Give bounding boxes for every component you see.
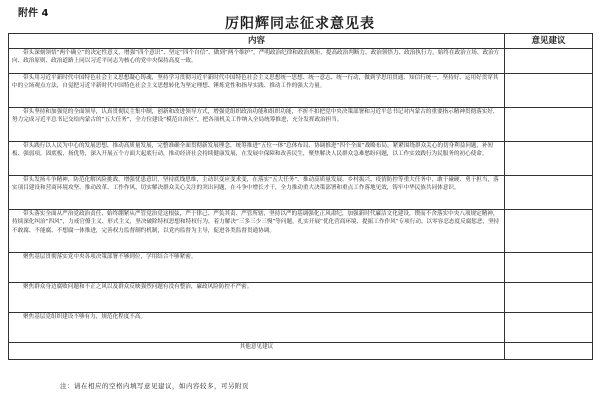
content-cell <box>9 74 505 108</box>
content-cell <box>9 313 505 343</box>
suggestion-cell[interactable] <box>505 74 593 108</box>
content-cell <box>9 210 505 253</box>
content-text: 聚焦群众身边腐败问题和不正之风以及群众反映强烈问题有没有整治，廉政风险防控不严密。 <box>23 284 253 290</box>
suggestion-cell[interactable] <box>505 283 593 313</box>
footnote: 注：请在相应的空格内填写意见建议，如内容较多，可另附页 <box>60 382 249 390</box>
attachment-label: 附件 4 <box>18 8 49 19</box>
suggestion-cell[interactable] <box>505 210 593 253</box>
content-cell <box>9 142 505 176</box>
table-row <box>9 49 593 74</box>
content-cell <box>9 108 505 142</box>
content-text: 带头发扬斗争精神，防范化解风险挑战，增强忧患意识，坚持底线思维，主动识变应变求变，在落实“五大任务”、推动高质量发展、乡村振兴、疫情防控等重大任务中，敢于碰硬、勇于担当，落实项目建设和营商环境攻坚、推动改革、工作作风，切实解决群众关心关注的突出问题，在斗争中增长才干，全力推动重大决策部署和重点工作落地见效，铸牢中华民族共同体意识。 <box>12 177 499 192</box>
other-label: 其他意见建议 <box>9 343 505 360</box>
suggestion-cell[interactable] <box>505 313 593 343</box>
table-row <box>9 142 593 176</box>
header-suggestion: 意见建议 <box>505 34 593 49</box>
opinion-form-table <box>8 33 593 360</box>
suggestion-cell[interactable] <box>505 176 593 210</box>
page-title: 厉阳辉同志征求意见表 <box>225 16 375 32</box>
content-cell <box>9 49 505 74</box>
table-row <box>9 108 593 142</box>
table-row <box>9 176 593 210</box>
suggestion-cell[interactable] <box>505 253 593 283</box>
content-text: 带头用习近平新时代中国特色社会主义思想凝心铸魂，坚持学习贯彻习近平新时代中国特色社会主义思想统一思想、统一意志、统一行动，做到学思用贯通、知信行统一，坚持好、运用好贯穿其中的立场观点方法，自觉把习近平新时代中国特色社会主义思想转化为坚定理想、锤炼党性和指导实践、推动工作的强大力量。 <box>12 75 499 90</box>
table-row <box>9 74 593 108</box>
table-row-other <box>9 343 593 360</box>
other-suggestion-cell[interactable] <box>505 343 593 360</box>
suggestion-cell[interactable] <box>505 49 593 74</box>
content-text: 带头践行以人民为中心的发展思想，推动高质量发展，完整准确全面贯彻新发展理念，统筹推进“五位一体”总体布局、协调推进“四个全面”战略布局，紧紧围绕群众关心的切身利益问题，补短板、强弱项，固底板，扬优势，深入开展五个方面大起底行动，推动经济社会持续健康发展，在发展中保障和改善民生，聚焦解决人民群众急难愁盼问题，以工作实效践行为民服务的初心使命。 <box>12 143 494 158</box>
content-cell <box>9 283 505 313</box>
content-cell <box>9 176 505 210</box>
header-content: 内容 <box>9 34 505 49</box>
table-row <box>9 283 593 313</box>
content-cell <box>9 253 505 283</box>
content-text: 带头落实全面从严治党政治责任，始终绷紧从严管党治党这根弦，严于律己、严负其责、严管所辖，坚持以严的基调强化正风肃纪，加强新时代廉洁文化建设，锲而不舍落实中央八项规定精神，持续深化纠治“四风”，力戒官僚主义、形式主义，坚决破除特权思想和特权行为，着力解决“三多三少三慢”等问题，扎实开展“优化营商环境、提振工作作风”专项行动，以零容忍态度反腐惩恶，坚持不敢腐、不能腐、不想腐一体推进，完善权力监督制约机制，以党内监督为主导，促进各类监督贯通协调。 <box>12 211 500 234</box>
content-text: 带头坚持和加强党的全面领导，认真贯彻民主集中制，创新和改进领导方式，增强党组织政治功能和组织功能，不折不扣把党中央决策部署和习近平总书记对内蒙古的重要指示精神贯彻落实好，努力完成习近平总书记交给内蒙古的“五大任务”，全方位建设“模范自治区”，把各项机关工作纳入全局统筹推进，充分发挥政治担当。 <box>12 109 499 124</box>
content-text: 带头深刻领悟“两个确立”的决定性意义，增强“四个意识”、坚定“四个自信”、做到“两个维护”，严明政治纪律和政治规矩，提高政治判断力、政治领悟力、政治执行力，始终在政治立场、政治方向、政治原则、政治道路上同以习近平同志为核心的党中央保持高度一致。 <box>12 50 500 65</box>
table-row <box>9 210 593 253</box>
table-row <box>9 253 593 283</box>
suggestion-cell[interactable] <box>505 108 593 142</box>
suggestion-cell[interactable] <box>505 142 593 176</box>
content-text: 聚焦基层贯彻落实党中央各项决策部署不够到位，学用结合不够紧密。 <box>23 254 197 260</box>
table-row <box>9 313 593 343</box>
content-text: 聚焦基层党组织建设不够有力，规范化程度不高。 <box>23 314 147 320</box>
table-header-row <box>9 34 593 49</box>
